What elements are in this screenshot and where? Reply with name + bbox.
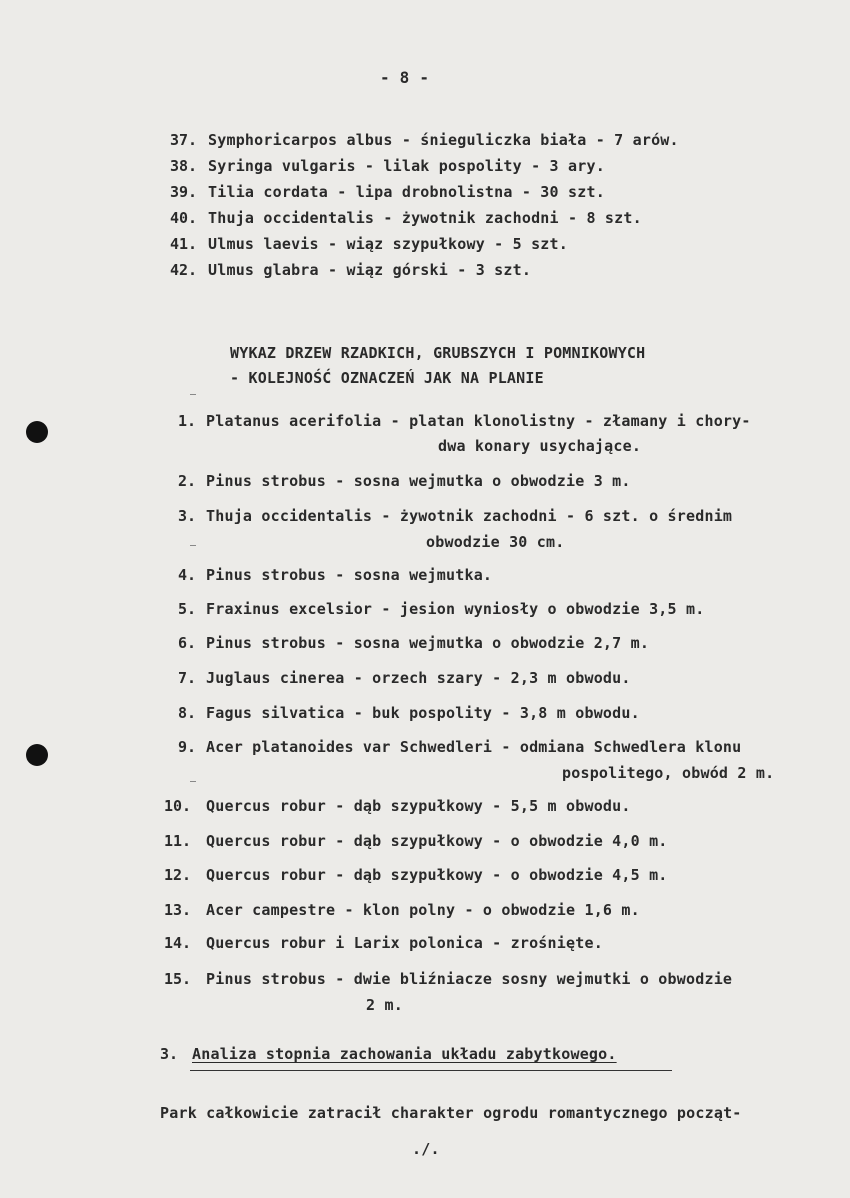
list-item: Syringa vulgaris - lilak pospolity - 3 ary. [208,157,605,175]
list-item-number: 9. [178,738,197,756]
margin-mark [190,394,196,395]
section-heading-line-2: - KOLEJNOŚĆ OZNACZEŃ JAK NA PLANIE [230,369,544,387]
list-item: Ulmus laevis - wiąz szypułkowy - 5 szt. [208,235,568,253]
punch-hole-top [26,421,48,443]
list-item: Ulmus glabra - wiąz górski - 3 szt. [208,261,532,279]
body-paragraph: Park całkowicie zatracił charakter ogrodu romantycznego począt- [160,1104,742,1122]
list-item-number: 3. [178,507,197,525]
list-item-number: 2. [178,472,197,490]
list-item: Symphoricarpos albus - śnieguliczka biała - 7 arów. [208,131,679,149]
list-item: Pinus strobus - sosna wejmutka o obwodzie 3 m. [206,472,631,490]
margin-mark [190,545,196,546]
list-item-continuation: dwa konary usychające. [438,437,642,455]
list-item: Pinus strobus - dwie bliźniacze sosny wejmutki o obwodzie [206,970,733,988]
page-number: - 8 - [380,68,430,87]
list-item: Quercus robur i Larix polonica - zrośnięte. [206,934,603,952]
list-item: Fraxinus excelsior - jesion wyniosły o obwodzie 3,5 m. [206,600,705,618]
list-item: Juglaus cinerea - orzech szary - 2,3 m obwodu. [206,669,631,687]
list-item-number: 42. [170,261,198,279]
list-item-number: 12. [164,866,192,884]
list-item: Quercus robur - dąb szypułkowy - 5,5 m obwodu. [206,797,631,815]
list-item: Acer campestre - klon polny - o obwodzie 1,6 m. [206,901,640,919]
list-item: Fagus silvatica - buk pospolity - 3,8 m obwodu. [206,704,640,722]
list-item-number: 11. [164,832,192,850]
list-item-number: 4. [178,566,197,584]
list-item-number: 15. [164,970,192,988]
list-item: Acer platanoides var Schwedleri - odmiana Schwedlera klonu [206,738,742,756]
section-number: 3. [160,1045,179,1063]
list-item-number: 39. [170,183,198,201]
list-item-number: 14. [164,934,192,952]
list-item-number: 37. [170,131,198,149]
continuation-mark: ./. [412,1140,440,1158]
list-item-number: 41. [170,235,198,253]
list-item-continuation: pospolitego, obwód 2 m. [562,764,775,782]
list-item-number: 10. [164,797,192,815]
list-item: Pinus strobus - sosna wejmutka. [206,566,493,584]
list-item: Quercus robur - dąb szypułkowy - o obwodzie 4,0 m. [206,832,668,850]
list-item: Thuja occidentalis - żywotnik zachodni - 8 szt. [208,209,642,227]
list-item: Thuja occidentalis - żywotnik zachodni - 6 szt. o średnim [206,507,733,525]
list-item-continuation: 2 m. [366,996,403,1014]
section-heading-line-1: WYKAZ DRZEW RZADKICH, GRUBSZYCH I POMNIKOWYCH [230,344,646,362]
list-item-number: 13. [164,901,192,919]
list-item-number: 6. [178,634,197,652]
section-title: Analiza stopnia zachowania układu zabytkowego. [192,1045,617,1063]
list-item-number: 5. [178,600,197,618]
list-item-number: 1. [178,412,197,430]
section-title-underline [190,1070,672,1071]
list-item-number: 38. [170,157,198,175]
list-item-number: 8. [178,704,197,722]
list-item-number: 40. [170,209,198,227]
list-item: Tilia cordata - lipa drobnolistna - 30 szt. [208,183,605,201]
list-item: Platanus acerifolia - platan klonolistny - złamany i chory- [206,412,751,430]
list-item-number: 7. [178,669,197,687]
list-item: Quercus robur - dąb szypułkowy - o obwodzie 4,5 m. [206,866,668,884]
margin-mark [190,781,196,782]
list-item: Pinus strobus - sosna wejmutka o obwodzie 2,7 m. [206,634,650,652]
punch-hole-bottom [26,744,48,766]
list-item-continuation: obwodzie 30 cm. [426,533,565,551]
